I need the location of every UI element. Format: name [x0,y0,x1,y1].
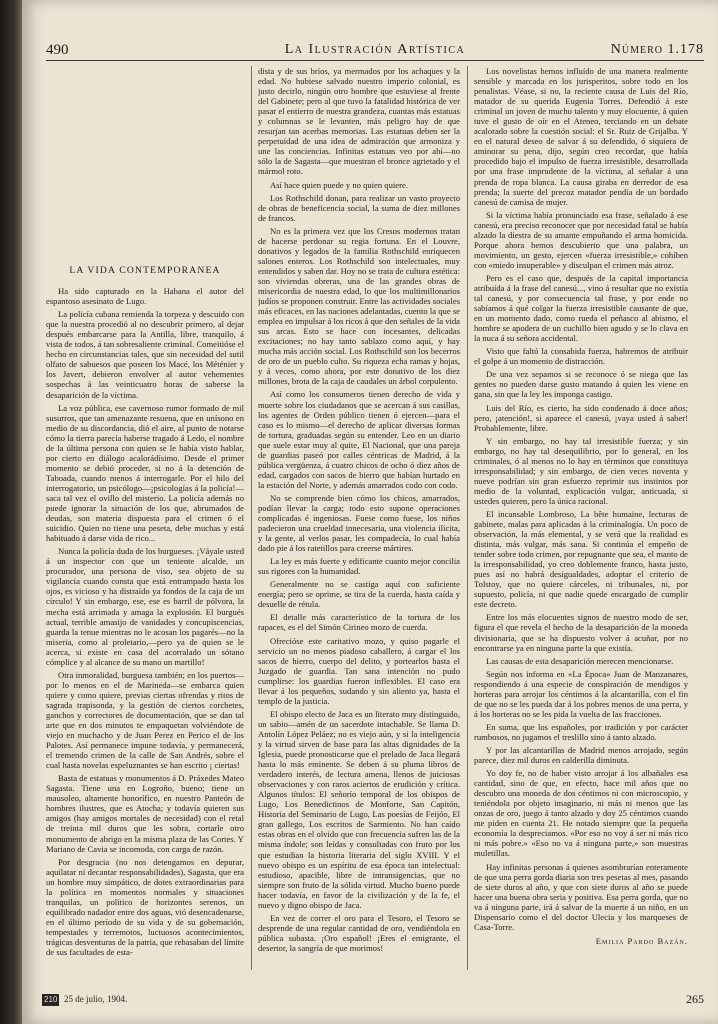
column-3: Los novelistas hemos influído de una manera realmente sensible y marcada en los jurisperitos, sobre todo en los penalistas. Véase, si no, la reciente causa de Luis del Río, matador de su querida Eugenia Torres. Defendió á este criminal un joven de mucho talento y muy elocuente, á quien tuve el gusto de oír en el Ateneo, terciando en un debate acalorado sobre la cuestión social: el Sr. Ruiz de Grijalba. Y en el natural deseo de salvar á su defendido, ó siquiera de aminorar su pena, dijo, según creo recordar, que había procedido bajo el impulso de fuerza irresistible, desarrollada por una frase imprudente de la víctima, al señalar á una prenda de ropa blanca. La causa giraba en derredor de esa prenda; la suerte del precoz matador pendía de un bordado canesú de camisa de mujer. Si la víctima había pronunciado esa frase, señalado á ese canesú, era preciso reconocer que por necesidad fatal se había alzado la diestra de su amante empuñando el arma homicida. Porque ahora hemos descubierto que una palabra, un movimiento, un gesto, ejercen «fuerza irresistible,» cohíben con «miedo insuperable» y disculpan el crimen más atroz. Pero es el caso que, después de la capital importancia atribuída á la frase del canesú..., vino á resultar que no existía tal canesú, y por consecuencia tal frase, y por ende no sabíamos á qué colgar la fuerza irresistible causante de que, en un momento dado, como rueda el peñasco al abismo, el hombre se apodera de un cuchillo bien agudo y se lo clava en la nuca á su señora accidental. Visto que faltó la consabida fuerza, habremos de atribuir el golpe á un momento de distracción. De una vez sepamos si se reconoce ó se niega que las gentes no pueden darse gusto matando á quien les viene en gana, sin que la ley les imponga castigo. Luis del Río, es cierto, ha sido condenado á doce años; pero, ¡atención!, si aparece el canesú, ¡vaya usted á saber! Probablemente, libre. Y sin embargo, no hay tal irresistible fuerza; y sin embargo, no hay tal desequilibrio, por lo general, en los criminales, ó al menos no lo hay en términos que constituya irresponsabilidad; y sin embargo, de cien veces noventa y nueve podrían sin gran esfuerzo reprimir sus instintos por medio de la voluntad, explicación vulgar, anticuada, si ustedes quieren, pero la única racional. El incansable Lombroso, La bête humaine, lecturas de gabinete, malas para aplicadas á la criminalogía. Un poco de observación, la más elemental, y se verá que la realidad es distinta, más vulgar, más sana. Si continúa el empeño de tender sobre todo crimen, por repugnante que sea, el manto de la irresponsabilidad, yo creo doblemente franco, hasta justo, pues así no habrá desigualdades, adoptar el criterio de Tolstoy, que no quiere cárceles, ni tribunales, ni, por supuesto, policía, ni que nadie quede encargado de cumplir este decreto. Entre los más elocuentes signos de nuestro modo de ser, figura el que revela el hecho de la desaparición de la moneda divisionaria, que se ha dispuesto volver á acuñar, por no encontrarse ya en ninguna parte la que existía. Las causas de esta desaparición merecen mencionarse. Según nos informa en «La Época» Juan de Manzanares, respondiendo á una especie de conspiración de mendigos y horteras para arrojar los céntimos á la alcantarilla, con el fin de que no se les pueda dar á los pobres menos de una perra, y á los horteras no se les pida la vuelta de las fracciones. En suma, que los españoles, por tradición y por carácter rumbosos, no jugamos el treslillo sino á tanto alzado. Y por las alcantarillas de Madrid menos arrojado, según parece, diez mil duros en calderilla diminuta. Yo doy fe, no de haber visto arrojar á los albañales esa cantidad, sino de que, en efecto, hace mil años que no descubro una moneda de dos céntimos ni con microscopio, y teniéndola por objeto imaginario, ni más ni menos que las onzas de oro, juego á tanto alzado y doy 25 céntimos cuando me piden en cuenta 21. He notado siempre que la pequeña economía la despreciamos. «Por eso no voy á ser ni más rico ni más pobre.» «Eso no va á ninguna parte,» son muestras muletillas. Hay infinitas personas á quienes asombrarían enteramente de que una perra gorda diaria son tres pesetas al mes, pasando de siete duros al año, y que con siete duros al año se puede hacer una buena obra seria y positiva. Esa perra gorda, que no va á ninguna parte, irá á salvar de la muerte á un niño, en un Dispensario como el del doctor Ulecia y los marqueses de Casa-Torre. Emilia Pardo Bazán. [474,66,688,946]
issue-number: Número 1.178 [610,42,704,57]
newspaper-page [22,0,718,1024]
article-heading: LA VIDA CONTEMPORÁNEA [69,266,221,276]
article-signature: Emilia Pardo Bazán. [595,935,688,946]
page-footer [42,992,704,1008]
column-rule-1 [251,66,252,970]
folio-number: 265 [686,992,704,1006]
scan-page-badge: 210 [44,995,58,1004]
column-2: dista y de sus bríos, ya mermados por los achaques y la edad. No hubiese salvado nuestro imperio colonial, es justo decirlo, ningún otro hombre que estuviese al frente del Gabinete; pero al que tuvo la fatalidad histórica de ver pasar el entierro de nuestra grandeza, cuantas más estatuas y columnas se le levanten, más peligro hay de que resurjan tan acerbas memorias. Las estatuas deben ser la perpetuidad de una idea de admiración que armoniza y une las conciencias. Infinitas estatuas veo por ahí—no sólo la de Sagasta—que muestran el bronce agrietado y el mármol roto. Así hace quien puede y no quien quiere. Los Rothschild donan, para realizar un vasto proyecto de obras de beneficencia social, la suma de diez millones de francos. No es la primera vez que los Cresos modernos tratan de hacerse perdonar su regia fortuna. En el Louvre, donativos y legados de la familia Rothschild enriquecen salones enteros. Los Rothschild son intelectuales, muy entendidos y saben dar. Hoy no se trata de cultura estética: son viviendas obreras, una de las grandes obras de misericordia de nuestra edad, lo que los multimillonarios judíos se proponen construir. Entre las actividades sociales más eficaces, en las naciones adelantadas, cuento la que se emplea en impulsar á los ricos á que den señales de la vida sus arcas. Esto se hace con incesantes, delicadas excitaciones; no hay tanto sablazo como aquí, y hay mucha más acción social. Los Rothschild son los becerros de oro de un pueblo culto. Su riqueza echa ramas y hojas, y á veces, como ahora, por este donativo de los diez millones, brota de la caja de caudales un árbol corpulento. Así como los consumeros tienen derecho de vida y muerte sobre los ciudadanos que se acercan á sus casillas, los agentes de Orden público tienen ó ejercen—para el caso es lo mismo—el derecho de aplicar diversas formas de tortura, graduadas según su entender. Leo en un diario que suele estar muy al quite, El Nacional, que una pareja de guardias paseó por calles céntricas de Madrid, á la pública vergüenza, á cuatro chicos de ocho ó diez años de edad, cargados con sacos de hierro que habían hurtado en la estación del Norte, y además amarrados codo con codo. No se comprende bien cómo los chicos, amarrados, podían llevar la carga; todo esto supone operaciones complicadas é ingeniosas. Fuese como fuese, los niños padecieron una crueldad innecesaria, una violencia ilícita, y la gente, al verlos pasar, les compadecía, lo cual había dado pie á los ratetillos para creerse mártires. La ley es más fuerte y edificante cuanto mejor concilia sus rigores con la humanidad. Generalmente no se castiga aquí con suficiente energía; pero se oprime, se tira de la cuerda, hasta caída y desuelle de rétula. El detalle más característico de la tortura de los rapaces, es el del Simón Cirineo mozo de cuerda. Ofrecióse este caritativo mozo, y quiso pagarle el servicio un no menos piadoso caballero, á cargar el los sacos de hierro, cuerpo del delito, y portearlos hasta el Juzgado de guardia. Tan sana intención no pudo cumplirse: los guardias fueron inflexibles. El caso era llevar á los pequeños, sudando y sin aliento ya, hasta el templo de la justicia. El obispo electo de Jaca es un literato muy distinguido, un sabio—amén de un sacerdote intachable. Se llama D. Antolín López Peláez; no es viejo aún, y si la inteligencia y la virtud sirven de base para las altas dignidades de la Iglesia, puede pronosticarse que el prelado de Jaca llegará hasta lo más eminente. Se deben á su pluma libros de verdadero interés, de lectura amena, llenos de juiciosas observaciones y con raros aciertos de erudición y crítica. Algunos títulos: El señorío temporal de los obispos de Lugo, Los Benedictinos de Monforte, San Capitón, Historia del Seminario de Lugo, Las poesías de Feijóo, El gran gallego, Los escritos de Sarmiento. No han caído estas obras en el olvido que con frecuencia sufren las de la misma índole; son leídas y consultadas con fruto por los que estudian la historia literaria del siglo XVIII. Y el nuevo obispo es un espíritu de esa época tan intelectual: estudioso, apacible, libre de intransigencias, que no siempre son fruto de la sólida virtud. Mucho bueno puede hacer todavía, en favor de la civilización y de la fe, el nuevo y digno obispo de Jaca. En vez de correr el oro para el Tesoro, el Tesoro se desprende de una regular cantidad de oro, vendiéndola en pública subasta. ¡Oro español! ¡Eres el emigrante, el desertor, la sangría de que morimos! [258,66,460,953]
publication-title: La Ilustración Artística [284,42,466,57]
column-1-text: Ha sido capturado en la Habana el autor del espantoso asesinato de Lugo. La policía cubana remienda la torpeza y descuido con que la nuestra procedió al no descubrir primero, al dejar después embarcarse para la Antilla, libre, tranquilo, á vista de todos, á tan sobresaliente criminal. Comeitióse el hecho en circunstancias tales, que sin necesidad del sutil olfato de sabuesos que poseen los Macé, los Méténier y los Javert, debieron envolver al autor vehementes sospechas á las veinticuatro horas de saberse la desaparición de la víctima. La voz pública, ese cavernoso rumor formado de mil susurros, que tan amenazante resuena, que en unísono en medio de su discordancia, dió el aire, al punto de notarse cómo la tierra parecía haberse tragado á Ledo, el nombre de la última persona con quien se le había visto hablar, por cierto en diálogo acalorádísimo. Desde el primer momento se debió proceder, si no á la detención de Taboada, cuando menos á interrogarle. Por el hilo del interrogatorio, un psicólogo—¡psicologías á la policía!—saca tal vez el ovillo del misterio. La policía además no puede ignorar la situación de los que, abrumados de deudas, son materia dispuesta para el crimen ó el suicidio. Quien no tiene una peseta, debe muchas y está habituado á darse vida de rico... Nunca la policía duda de los burgueses. ¡Váyale usted á un inspector con que un teniente alcalde, un procurador, una persona de viso, sea objeto de su vigilancia cuando consta que está entrampado hasta los ojos, es vicioso y ha distraído ya fondos de la caja de un círculo! Y sin embargo, ese, ese es barril de pólvora, la mecha está arrimada y amaga la explosión. El burgués actual, terrible amasijo de vanidades y concupiscencias, guarda la tenue mientras no le acosan los pagarés—no la miseria, como al proletario,—pero ya de quien se le acerca, si existe en casa del acorralado un sótano cómplice y al alcance de su mano un martillo! Otra inmoralidad, burguesa también; en los puertos—por lo menos en el de Marineda—se embarca quien quiere y como quiere, previas ciertas ofrendas y ritos de sagrada trapisonda, y la gestión de ciertos corchetes, ganchos y correctores de documentación, que se dan tal arte que en dos minutos te empaquetan volviéndote de viejo en muchacho y de Juan Perez en Perico el de los Palotes. Así permanece impune todavía, y permanecerá, el tremendo crimen de la calle de San Andrés, sobre el cual hasta novelas espeluznantes se han escrito ¡ ciertas! Basta de estatuas y monumentos á D. Práxedes Mateo Sagasta. Tiene una en Logroño, bueno; tiene un mausoleo, altamente honorífico, en nuestro Panteón de hombres ilustres, que es Atocha; y todavía quieren sus amigos (hay amigos mortales de necesidad) con el retal de treinta mil duros que les sobra, cortarle otro monumento de abrigo en la misma plaza de las Cortes. Y Mariano de Cavia se incomoda, con carga de razón. Por desgracia (no nos detengamos en depurar, aquilatar ni decantar responsabilidades), Sagasta, que era un hombre muy simpático, de dotes extraordinarias para la política en momentos normales y situaciones tranquilas, un político de horizontes serenos, un equilibrado nadador entre dos aguas, vió desencadenarse, en el último período de su vida y de su gobernación, tempestades y terremotos, luctuosos acontecimientos, trágicas desventuras de la patria, que rebasaban del límite de sus facultades de esta- [46,286,244,958]
column-rule-2 [467,66,468,970]
header-rule [46,60,704,61]
column-1 [46,266,244,972]
publication-date: 25 de julio, 1904. [64,994,128,1004]
page-number: 490 [46,42,69,58]
page-header [46,40,704,60]
